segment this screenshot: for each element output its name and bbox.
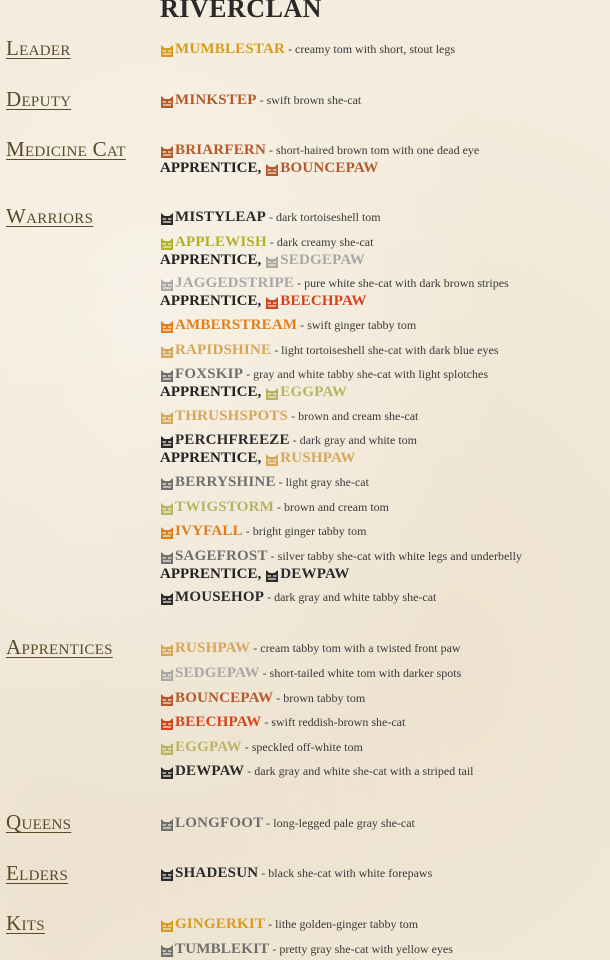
cat-name[interactable]: MOUSEHOP <box>175 589 265 605</box>
cat-name[interactable]: PERCHFREEZE <box>175 432 290 448</box>
cat-description: - bright ginger tabby tom <box>245 524 367 538</box>
cat-face-icon <box>160 320 174 334</box>
cat-name[interactable]: FOXSKIP <box>175 366 244 382</box>
cat-face-icon <box>265 255 279 269</box>
cat-name[interactable]: APPLEWISH <box>175 234 267 250</box>
apprentice-name[interactable]: RUSHPAW <box>280 450 356 466</box>
cat-face-icon <box>160 868 174 882</box>
cat-entry-mousehop <box>160 588 436 606</box>
rank-apprentices: Apprentices <box>6 635 113 659</box>
cat-entry-rapidshine <box>160 341 498 359</box>
cat-name[interactable]: RUSHPAW <box>175 640 251 656</box>
cat-face-icon <box>160 592 174 606</box>
cat-entry-longfoot <box>160 814 415 832</box>
cat-face-icon <box>160 643 174 657</box>
cat-name[interactable]: BEECHPAW <box>175 714 262 730</box>
cat-face-icon <box>160 44 174 58</box>
cat-name[interactable]: MISTYLEAP <box>175 209 266 225</box>
cat-face-icon <box>160 237 174 251</box>
cat-description: - dark tortoiseshell tom <box>268 210 381 224</box>
cat-face-icon <box>160 212 174 226</box>
apprentice-label: APPRENTICE, <box>160 384 262 400</box>
cat-face-icon <box>160 278 174 292</box>
cat-entry-sedgepaw <box>160 664 461 682</box>
cat-description: - brown tabby tom <box>276 691 366 705</box>
rank-leader: Leader <box>6 36 71 60</box>
rank-kits: Kits <box>6 911 45 935</box>
cat-face-icon <box>160 95 174 109</box>
cat-description: - gray and white tabby she-cat with light splotches <box>246 367 489 381</box>
cat-name[interactable]: SAGEFROST <box>175 548 268 564</box>
rank-queens: Queens <box>6 810 72 834</box>
cat-name[interactable]: BOUNCEPAW <box>175 690 274 706</box>
cat-description: - black she-cat with white forepaws <box>261 866 433 880</box>
cat-description: - speckled off-white tom <box>244 740 363 754</box>
cat-name[interactable]: MINKSTEP <box>175 92 257 108</box>
cat-description: - brown and cream she-cat <box>291 409 419 423</box>
rank-medicine-cat: Medicine Cat <box>6 137 126 161</box>
cat-face-icon <box>160 742 174 756</box>
apprentice-name[interactable]: BEECHPAW <box>280 293 367 309</box>
apprentice-label: APPRENTICE, <box>160 566 262 582</box>
apprentice-name[interactable]: SEDGEPAW <box>280 252 365 268</box>
cat-face-icon <box>265 163 279 177</box>
cat-description: - cream tabby tom with a twisted front paw <box>253 641 461 655</box>
cat-face-icon <box>160 502 174 516</box>
cat-face-icon <box>160 818 174 832</box>
cat-name[interactable]: JAGGEDSTRIPE <box>175 275 295 291</box>
cat-description: - creamy tom with short, stout legs <box>288 42 456 56</box>
cat-entry-minkstep <box>160 91 361 109</box>
cat-face-icon <box>160 526 174 540</box>
cat-name[interactable]: SHADESUN <box>175 865 259 881</box>
cat-face-icon <box>265 296 279 310</box>
cat-entry-gingerkit <box>160 915 418 933</box>
cat-face-icon <box>160 411 174 425</box>
cat-description: - swift reddish-brown she-cat <box>264 715 406 729</box>
cat-face-icon <box>160 551 174 565</box>
cat-face-icon <box>160 345 174 359</box>
cat-face-icon <box>160 668 174 682</box>
apprentice-name[interactable]: BOUNCEPAW <box>280 160 379 176</box>
cat-description: - dark creamy she-cat <box>269 235 374 249</box>
cat-face-icon <box>160 369 174 383</box>
cat-name[interactable]: DEWPAW <box>175 763 245 779</box>
cat-description: - light gray she-cat <box>278 475 369 489</box>
cat-description: - swift ginger tabby tom <box>300 318 417 332</box>
cat-description: - silver tabby she-cat with white legs and underbelly <box>270 549 522 563</box>
cat-face-icon <box>160 944 174 958</box>
apprentice-name[interactable]: DEWPAW <box>280 566 350 582</box>
cat-description: - long-legged pale gray she-cat <box>266 816 415 830</box>
cat-entry-briarfern <box>160 141 479 177</box>
apprentice-label: APPRENTICE, <box>160 293 262 309</box>
cat-entry-applewish <box>160 233 373 269</box>
cat-entry-tumblekit <box>160 940 453 958</box>
cat-description: - brown and cream tom <box>277 500 390 514</box>
rank-warriors: Warriors <box>6 204 94 228</box>
cat-face-icon <box>160 435 174 449</box>
cat-description: - lithe golden-ginger tabby tom <box>268 917 419 931</box>
cat-description: - dark gray and white she-cat with a striped tail <box>247 764 474 778</box>
cat-description: - dark gray and white tabby she-cat <box>267 590 437 604</box>
cat-name[interactable]: AMBERSTREAM <box>175 317 298 333</box>
cat-name[interactable]: TUMBLEKIT <box>175 941 270 957</box>
cat-name[interactable]: IVYFALL <box>175 523 243 539</box>
cat-entry-thrushspots <box>160 407 418 425</box>
cat-entry-mistyleap <box>160 208 381 226</box>
cat-description: - pure white she-cat with dark brown stripes <box>297 276 509 290</box>
cat-name[interactable]: SEDGEPAW <box>175 665 260 681</box>
cat-name[interactable]: THRUSHSPOTS <box>175 408 289 424</box>
cat-face-icon <box>265 453 279 467</box>
cat-description: - pretty gray she-cat with yellow eyes <box>272 942 453 956</box>
cat-face-icon <box>160 145 174 159</box>
cat-entry-amberstream <box>160 316 416 334</box>
cat-entry-foxskip <box>160 365 488 401</box>
cat-entry-ivyfall <box>160 522 366 540</box>
cat-face-icon <box>160 766 174 780</box>
cat-name[interactable]: TWIGSTORM <box>175 499 275 515</box>
cat-entry-beechpaw <box>160 713 405 731</box>
cat-entry-eggpaw <box>160 738 363 756</box>
clan-title: RIVERCLAN <box>160 0 322 23</box>
cat-face-icon <box>160 717 174 731</box>
apprentice-name[interactable]: EGGPAW <box>280 384 348 400</box>
cat-entry-sagefrost <box>160 547 522 583</box>
cat-face-icon <box>160 693 174 707</box>
cat-face-icon <box>265 569 279 583</box>
cat-entry-rushpaw <box>160 639 461 657</box>
cat-entry-bouncepaw <box>160 689 365 707</box>
cat-description: - short-tailed white tom with darker spots <box>262 666 462 680</box>
cat-description: - swift brown she-cat <box>259 93 362 107</box>
apprentice-label: APPRENTICE, <box>160 160 262 176</box>
cat-entry-jaggedstripe <box>160 274 509 310</box>
cat-description: - dark gray and white tom <box>292 433 418 447</box>
cat-description: - light tortoiseshell she-cat with dark blue eyes <box>274 343 499 357</box>
cat-name[interactable]: MUMBLESTAR <box>175 41 286 57</box>
cat-entry-berryshine <box>160 473 369 491</box>
cat-face-icon <box>265 387 279 401</box>
cat-entry-shadesun <box>160 864 432 882</box>
rank-elders: Elders <box>6 861 69 885</box>
cat-name[interactable]: BERRYSHINE <box>175 474 276 490</box>
cat-name[interactable]: BRIARFERN <box>175 142 266 158</box>
cat-name[interactable]: RAPIDSHINE <box>175 342 272 358</box>
cat-description: - short-haired brown tom with one dead eye <box>268 143 480 157</box>
cat-entry-twigstorm <box>160 498 389 516</box>
cat-face-icon <box>160 477 174 491</box>
apprentice-label: APPRENTICE, <box>160 252 262 268</box>
cat-entry-dewpaw <box>160 762 474 780</box>
cat-name[interactable]: LONGFOOT <box>175 815 264 831</box>
cat-name[interactable]: EGGPAW <box>175 739 242 755</box>
cat-face-icon <box>160 919 174 933</box>
cat-entry-perchfreeze <box>160 431 417 467</box>
cat-entry-mumblestar <box>160 40 455 58</box>
apprentice-label: APPRENTICE, <box>160 450 262 466</box>
rank-deputy: Deputy <box>6 87 72 111</box>
cat-name[interactable]: GINGERKIT <box>175 916 266 932</box>
